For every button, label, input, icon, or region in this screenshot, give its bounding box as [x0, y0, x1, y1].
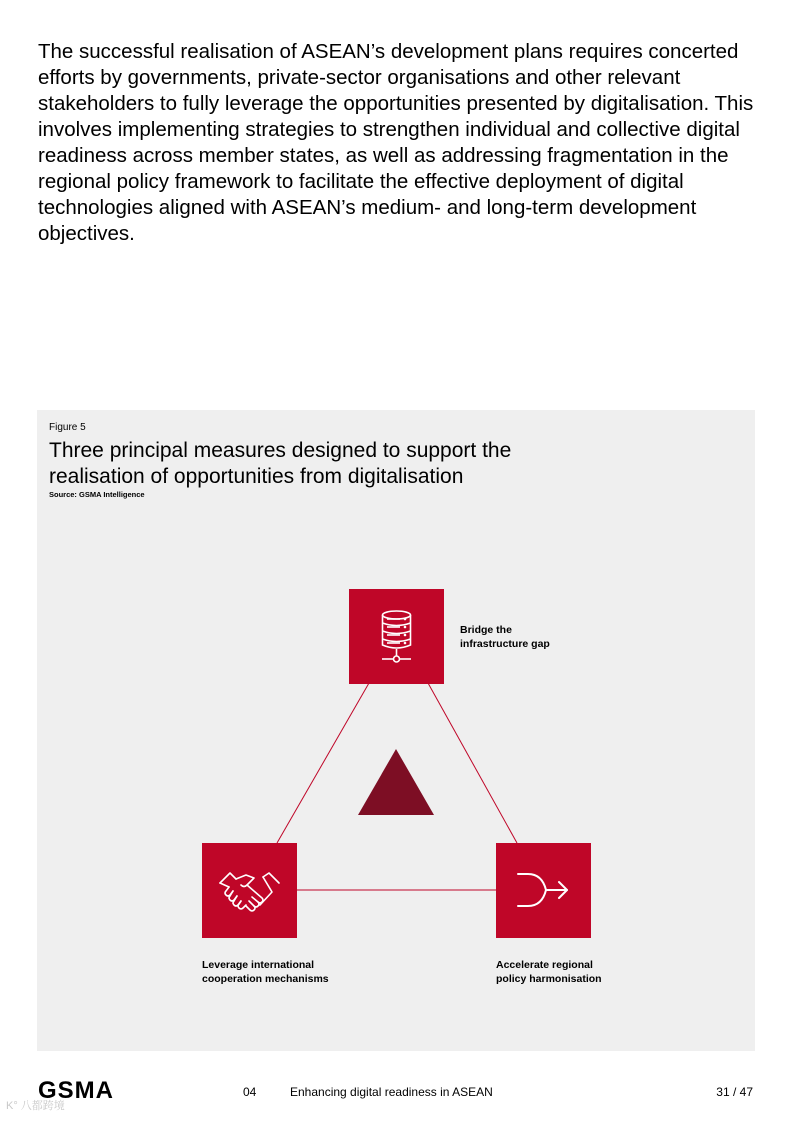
connector-lines	[37, 410, 755, 1051]
page-number: 31 / 47	[716, 1085, 753, 1099]
gsma-logo: GSMA	[38, 1077, 114, 1104]
watermark: K° 八都跨境	[6, 1100, 65, 1112]
node-cooperation-label: Leverage international cooperation mechanisms	[202, 959, 329, 985]
center-triangle	[358, 749, 434, 815]
figure-title: Three principal measures designed to support the realisation of opportunities from digitalisation	[49, 439, 512, 488]
intro-paragraph: The successful realisation of ASEAN’s development plans requires concerted efforts by governments, private-sector organisations and other relevant stakeholders to fully leverage the opportunities presented by digitalisation. This involves implementing strategies to strengthen individual and collective digital readiness across member states, as well as addressing fragmentation in the regional policy framework to facilitate the effective deployment of digital technologies aligned with ASEAN’s medium- and long-term development objectives.	[38, 40, 754, 245]
connector-top-right	[428, 683, 517, 843]
node-policy	[496, 843, 591, 938]
connector-top-left	[277, 683, 369, 843]
footer-section-title: Enhancing digital readiness in ASEAN	[290, 1085, 493, 1099]
node-cooperation	[202, 843, 297, 938]
footer-section-number: 04	[243, 1085, 257, 1099]
node-infrastructure	[349, 589, 444, 684]
handshake-icon	[202, 843, 297, 938]
server-stack-icon	[349, 589, 444, 684]
node-infrastructure-label: Bridge the infrastructure gap	[460, 624, 550, 650]
figure-panel	[37, 410, 755, 1051]
figure-label: Figure 5	[49, 422, 86, 433]
node-policy-label: Accelerate regional policy harmonisation	[496, 959, 602, 985]
merge-arrow-icon	[496, 843, 591, 938]
figure-source: Source: GSMA Intelligence	[49, 490, 145, 499]
